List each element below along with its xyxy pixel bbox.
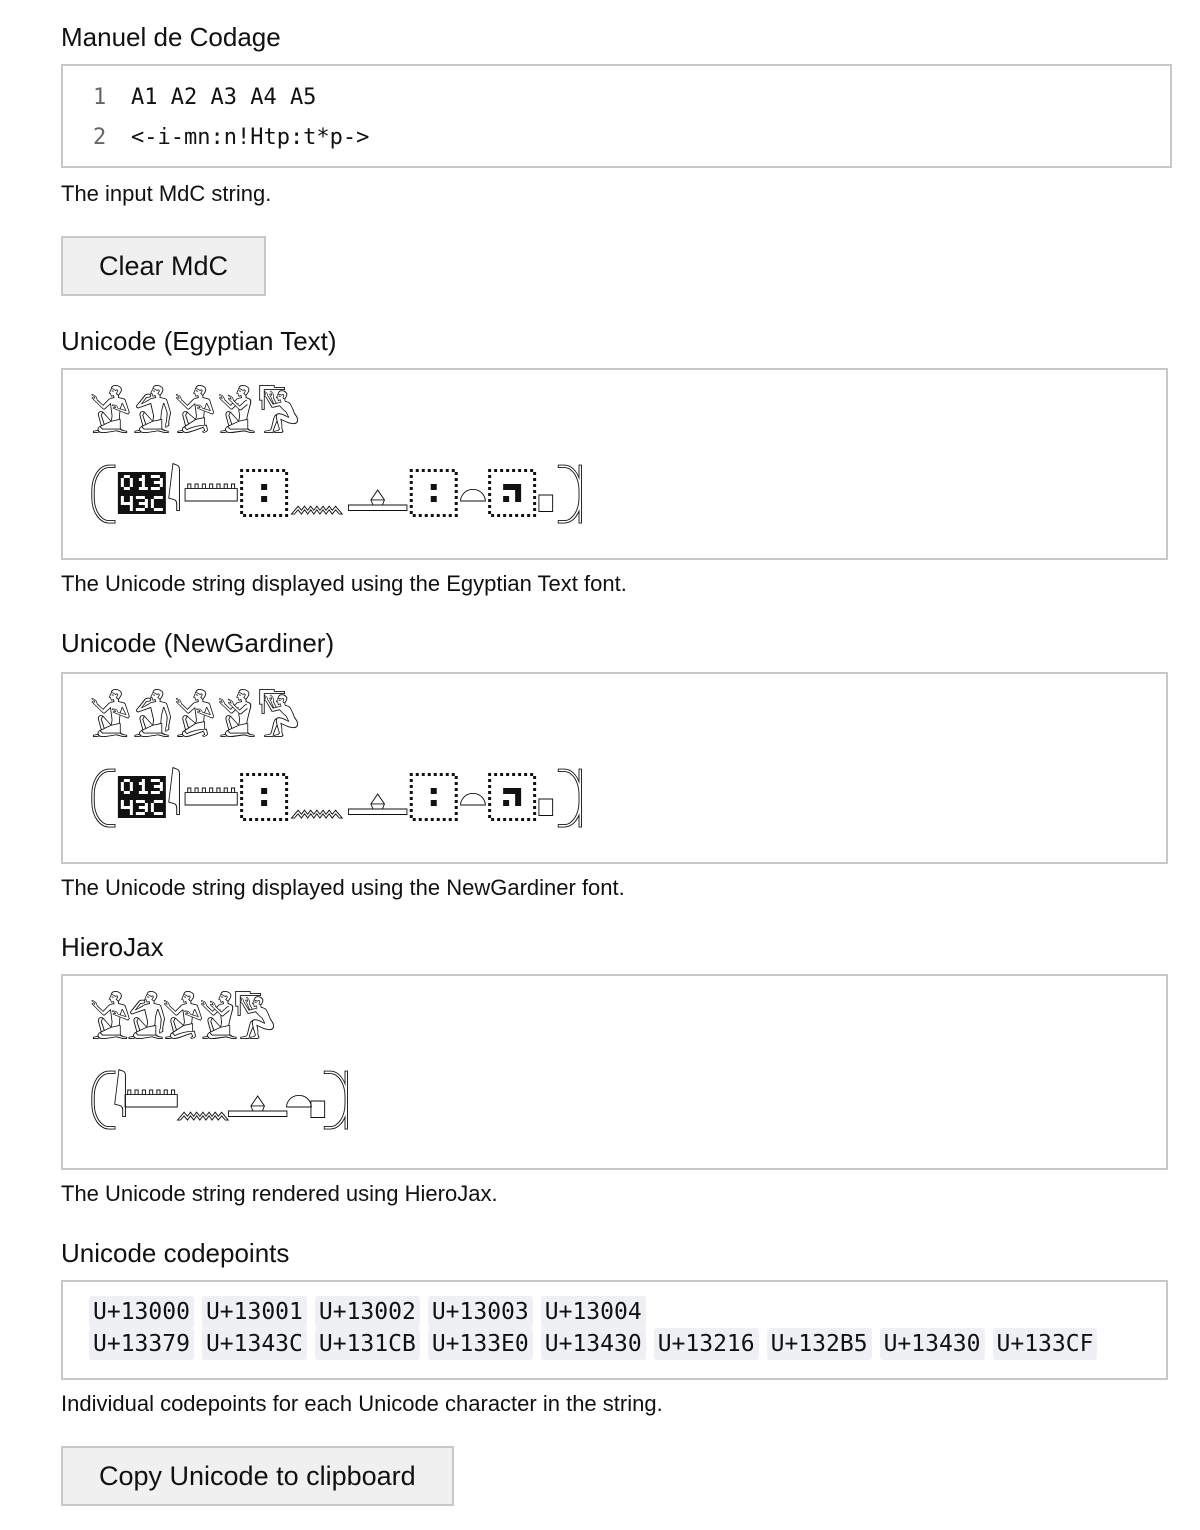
mdc-caption: The input MdC string. — [61, 181, 272, 206]
line-text: <-i-mn:n!Htp:t*p-> — [131, 125, 370, 150]
codepoint-chip: U+133E0 — [428, 1328, 533, 1360]
glyph-line: 𓍹𓐼𓇋𓏠𓐰𓈖𓊵𓐰𓏏𓐳𓊪𓍺 — [89, 771, 585, 827]
codepoint-chip: U+132B5 — [767, 1328, 872, 1360]
codepoint-line — [89, 1296, 1166, 1328]
newgardiner-display — [61, 672, 1168, 864]
newgardiner-heading: Unicode (NewGardiner) — [61, 628, 335, 658]
codepoint-chip: U+13004 — [541, 1296, 646, 1328]
newgardiner-caption: The Unicode string displayed using the NewGardiner font. — [61, 875, 625, 900]
egyptian-text-caption: The Unicode string displayed using the Egyptian Text font. — [61, 571, 627, 596]
codepoints-caption: Individual codepoints for each Unicode character in the string. — [61, 1391, 663, 1416]
codepoint-chip: U+133CF — [993, 1328, 1098, 1360]
codepoint-chip: U+13430 — [541, 1328, 646, 1360]
mdc-heading: Manuel de Codage — [61, 22, 281, 52]
glyph-line: 𓀀𓀁𓀂𓀃𓀄 — [89, 693, 301, 749]
hierojax-display — [61, 974, 1168, 1170]
line-text: A1 A2 A3 A4 A5 — [131, 85, 317, 110]
egyptian-text-heading: Unicode (Egyptian Text) — [61, 326, 337, 356]
codepoint-chip: U+13216 — [654, 1328, 759, 1360]
glyph-line: 𓍹𓇋𓏠𓈖𓊵𓏏𓊪𓍺 — [89, 1073, 345, 1129]
codepoints-display — [61, 1280, 1168, 1380]
codepoint-chip: U+13002 — [315, 1296, 420, 1328]
hierojax-heading: HieroJax — [61, 932, 164, 962]
hierojax-caption: The Unicode string rendered using HieroJax. — [61, 1181, 498, 1206]
clear-mdc-button[interactable]: Clear MdC — [61, 236, 266, 296]
codepoint-line — [89, 1328, 1166, 1360]
codepoints-heading: Unicode codepoints — [61, 1238, 290, 1268]
codepoint-chip: U+1343C — [202, 1328, 307, 1360]
codepoint-chip: U+13379 — [89, 1328, 194, 1360]
codepoint-chip: U+13001 — [202, 1296, 307, 1328]
line-number: 1 — [93, 85, 107, 110]
glyph-line: 𓍹𓐼𓇋𓏠𓐰𓈖𓊵𓐰𓏏𓐳𓊪𓍺 — [89, 467, 585, 523]
glyph-line: 𓀀𓀁𓀂𓀃𓀄 — [89, 995, 271, 1051]
mdc-editor[interactable] — [61, 64, 1172, 168]
glyph-line: 𓀀𓀁𓀂𓀃𓀄 — [89, 389, 301, 445]
codepoint-chip: U+13003 — [428, 1296, 533, 1328]
line-number: 2 — [93, 125, 107, 150]
copy-unicode-button[interactable]: Copy Unicode to clipboard — [61, 1446, 454, 1506]
editor-line — [93, 78, 1170, 118]
codepoint-chip: U+13430 — [880, 1328, 985, 1360]
codepoint-chip: U+13000 — [89, 1296, 194, 1328]
codepoint-chip: U+131CB — [315, 1328, 420, 1360]
editor-line — [93, 118, 1170, 158]
egyptian-text-display — [61, 368, 1168, 560]
